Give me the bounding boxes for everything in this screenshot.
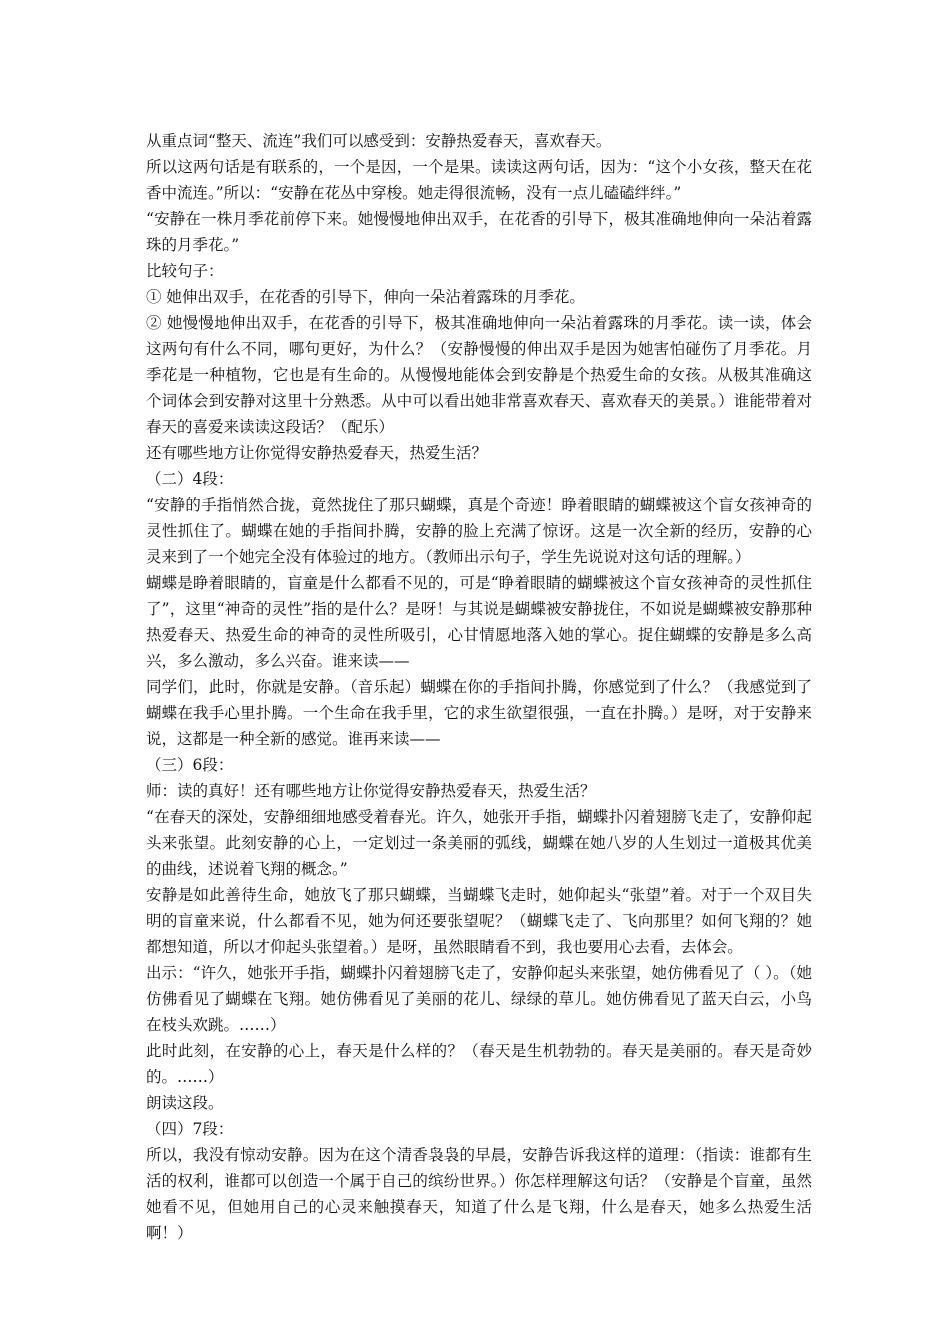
paragraph-rose-quote: “安静在一株月季花前停下来。她慢慢地伸出双手，在花香的引导下，极其准确地伸向一朵沾着露珠的月季花。” <box>146 210 812 254</box>
paragraph-conclusion: 所以，我没有惊动安静。因为在这个清香袅袅的早晨，安静告诉我这样的道理：（指读：谁都有生活的权利，谁都可以创造一个属于自己的缤纷世界。）你怎样理解这句话？（安静是个盲童，虽然她看不见，但她用自己的心灵来触摸春天，知道了什么是飞翔，什么是春天，她多么热爱生活啊！） <box>146 1146 812 1242</box>
document-body <box>146 128 812 1246</box>
paragraph-butterfly-quote: “安静的手指悄然合拢，竟然拢住了那只蝴蝶，真是个奇迹！睁着眼睛的蝴蝶被这个盲女孩神奇的灵性抓住了。蝴蝶在她的手指间扑腾，安静的脸上充满了惊讶。这是一次全新的经历，安静的心灵来到了一个她完全没有体验过的地方。（教师出示句子，学生先说说对这句话的理解。） <box>146 496 812 566</box>
paragraph-fill-blank: 出示：“许久，她张开手指，蝴蝶扑闪着翅膀飞走了，安静仰起头来张望，她仿佛看见了（ ）。（她仿佛看见了蝴蝶在飞翔。她仿佛看见了美丽的花儿、绿绿的草儿。她仿佛看见了蓝天白云，小鸟在枝头欢跳。……） <box>146 964 812 1034</box>
paragraph-sentence-two: ② 她慢慢地伸出双手，在花香的引导下，极其准确地伸向一朵沾着露珠的月季花。读一读，体会这两句有什么不同，哪句更好，为什么？（安静慢慢的伸出双手是因为她害怕碰伤了月季花。月季花是一种植物，它也是有生命的。从慢慢地能体会到安静是个热爱生命的女孩。从极其准确这个词体会到安静对这里十分熟悉。从中可以看出她非常喜欢春天、喜欢春天的美景。）谁能带着对春天的喜爱来读读这段话？（配乐） <box>146 314 812 436</box>
paragraph-compare-heading: 比较句子： <box>146 262 224 280</box>
section-heading-2: （二）4段： <box>146 470 234 488</box>
paragraph-butterfly-analysis: 蝴蝶是睁着眼睛的，盲童是什么都看不见的，可是“睁着眼睛的蝴蝶被这个盲女孩神奇的灵性抓住了”，这里“神奇的灵性”指的是什么？是呀！与其说是蝴蝶被安静拢住，不如说是蝴蝶被安静那种热爱春天、热爱生命的神奇的灵性所吸引，心甘情愿地落入她的掌心。捉住蝴蝶的安静是多么高兴，多么激动，多么兴奋。谁来读—— <box>146 574 812 670</box>
section-heading-4: （四）7段： <box>146 1120 234 1138</box>
paragraph-sentence-one: ① 她伸出双手，在花香的引导下，伸向一朵沾着露珠的月季花。 <box>146 288 585 306</box>
paragraph-spring-quote: “在春天的深处，安静细细地感受着春光。许久，她张开手指，蝴蝶扑闪着翅膀飞走了，安静仰起头来张望。此刻安静的心上，一定划过一条美丽的弧线，蝴蝶在她八岁的人生划过一道极其优美的曲线，述说着飞翔的概念。” <box>146 808 812 878</box>
paragraph-spring-like: 此时此刻，在安静的心上，春天是什么样的？（春天是生机勃勃的。春天是美丽的。春天是奇妙的。……） <box>146 1042 812 1086</box>
paragraph-teacher-praise: 师：读的真好！还有哪些地方让你觉得安静热爱春天，热爱生活？ <box>146 782 596 800</box>
paragraph-read-aloud: 朗读这段。 <box>146 1094 224 1112</box>
paragraph-key-words: 从重点词“整天、流连”我们可以感受到：安静热爱春天，喜欢春天。 <box>146 132 612 150</box>
paragraph-students-feel: 同学们，此时，你就是安静。（音乐起）蝴蝶在你的手指间扑腾，你感觉到了什么？（我感觉到了蝴蝶在我手心里扑腾。一个生命在我手里，它的求生欲望很强，一直在扑腾。）是呀，对于安静来说，这都是一种全新的感觉。谁再来读—— <box>146 678 812 748</box>
paragraph-question-more: 还有哪些地方让你觉得安静热爱春天，热爱生活？ <box>146 444 488 462</box>
paragraph-gazing-analysis: 安静是如此善待生命，她放飞了那只蝴蝶，当蝴蝶飞走时，她仰起头“张望”着。对于一个双目失明的盲童来说，什么都看不见，她为何还要张望呢？（蝴蝶飞走了、飞向那里？如何飞翔的？她都想知道，所以才仰起头张望着。）是呀，虽然眼睛看不到，我也要用心去看，去体会。 <box>146 886 812 956</box>
section-heading-3: （三）6段： <box>146 756 234 774</box>
paragraph-cause-effect: 所以这两句话是有联系的，一个是因，一个是果。读读这两句话，因为：“这个小女孩，整天在花香中流连。”所以：“安静在花丛中穿梭。她走得很流畅，没有一点儿磕磕绊绊。” <box>146 158 812 202</box>
